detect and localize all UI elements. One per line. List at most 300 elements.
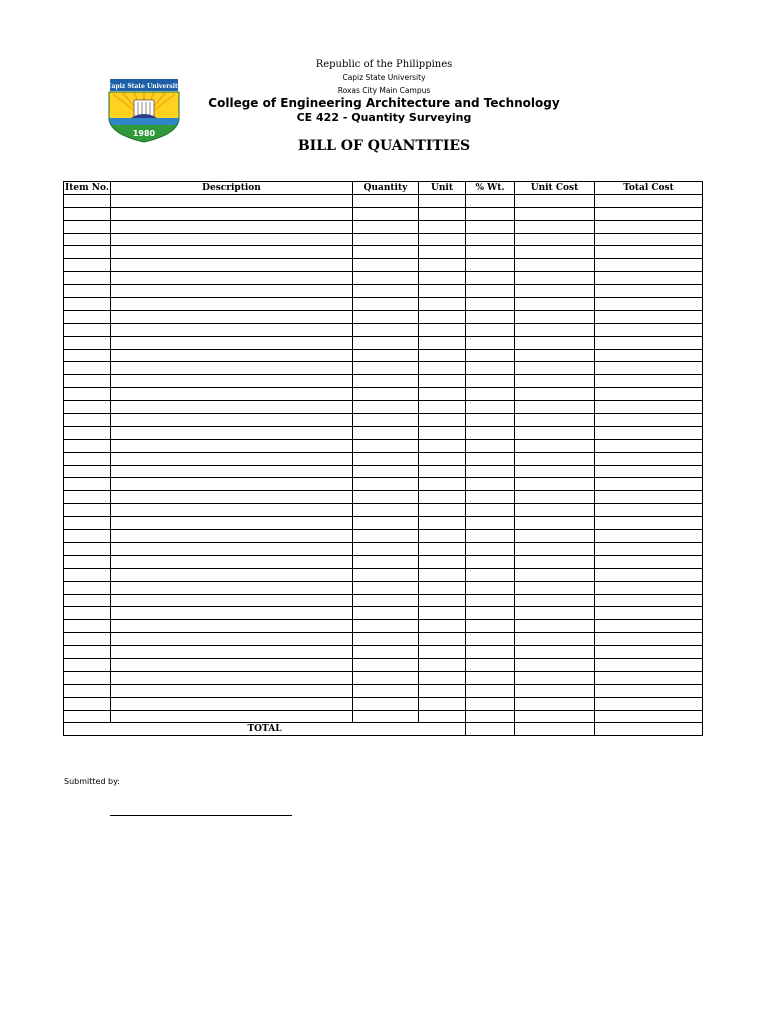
- unit-cost-cell[interactable]: [515, 620, 595, 633]
- quantity-cell[interactable]: [353, 517, 419, 530]
- item-no-cell[interactable]: [64, 465, 111, 478]
- quantity-cell[interactable]: [353, 658, 419, 671]
- quantity-cell[interactable]: [353, 336, 419, 349]
- item-no-cell[interactable]: [64, 439, 111, 452]
- unit-cell[interactable]: [419, 285, 466, 298]
- total-cost-cell[interactable]: [595, 491, 703, 504]
- item-no-cell[interactable]: [64, 555, 111, 568]
- total-cost-cell[interactable]: [595, 710, 703, 723]
- unit-cell[interactable]: [419, 207, 466, 220]
- quantity-cell[interactable]: [353, 555, 419, 568]
- description-cell[interactable]: [111, 439, 353, 452]
- description-cell[interactable]: [111, 517, 353, 530]
- unit-cost-cell[interactable]: [515, 671, 595, 684]
- item-no-cell[interactable]: [64, 414, 111, 427]
- total-cost-cell[interactable]: [595, 272, 703, 285]
- percent-wt-cell[interactable]: [466, 504, 515, 517]
- total-percent-wt-cell[interactable]: [466, 723, 515, 736]
- quantity-cell[interactable]: [353, 581, 419, 594]
- unit-cell[interactable]: [419, 710, 466, 723]
- item-no-cell[interactable]: [64, 684, 111, 697]
- description-cell[interactable]: [111, 207, 353, 220]
- quantity-cell[interactable]: [353, 491, 419, 504]
- item-no-cell[interactable]: [64, 491, 111, 504]
- unit-cost-cell[interactable]: [515, 658, 595, 671]
- description-cell[interactable]: [111, 633, 353, 646]
- percent-wt-cell[interactable]: [466, 401, 515, 414]
- unit-cost-cell[interactable]: [515, 555, 595, 568]
- percent-wt-cell[interactable]: [466, 491, 515, 504]
- description-cell[interactable]: [111, 272, 353, 285]
- total-cost-cell[interactable]: [595, 233, 703, 246]
- unit-cell[interactable]: [419, 633, 466, 646]
- percent-wt-cell[interactable]: [466, 298, 515, 311]
- percent-wt-cell[interactable]: [466, 388, 515, 401]
- unit-cell[interactable]: [419, 272, 466, 285]
- item-no-cell[interactable]: [64, 542, 111, 555]
- unit-cell[interactable]: [419, 581, 466, 594]
- item-no-cell[interactable]: [64, 336, 111, 349]
- total-cost-cell[interactable]: [595, 530, 703, 543]
- quantity-cell[interactable]: [353, 259, 419, 272]
- unit-cell[interactable]: [419, 491, 466, 504]
- description-cell[interactable]: [111, 478, 353, 491]
- description-cell[interactable]: [111, 349, 353, 362]
- description-cell[interactable]: [111, 697, 353, 710]
- item-no-cell[interactable]: [64, 710, 111, 723]
- percent-wt-cell[interactable]: [466, 658, 515, 671]
- description-cell[interactable]: [111, 452, 353, 465]
- unit-cell[interactable]: [419, 439, 466, 452]
- percent-wt-cell[interactable]: [466, 633, 515, 646]
- unit-cost-cell[interactable]: [515, 568, 595, 581]
- unit-cell[interactable]: [419, 246, 466, 259]
- total-cost-cell[interactable]: [595, 401, 703, 414]
- unit-cell[interactable]: [419, 594, 466, 607]
- quantity-cell[interactable]: [353, 233, 419, 246]
- item-no-cell[interactable]: [64, 594, 111, 607]
- total-cost-cell[interactable]: [595, 607, 703, 620]
- total-cost-cell[interactable]: [595, 207, 703, 220]
- table-row: [64, 504, 703, 517]
- unit-cell[interactable]: [419, 517, 466, 530]
- total-cost-cell[interactable]: [595, 362, 703, 375]
- quantity-cell[interactable]: [353, 633, 419, 646]
- quantity-cell[interactable]: [353, 362, 419, 375]
- item-no-cell[interactable]: [64, 452, 111, 465]
- unit-cost-cell[interactable]: [515, 594, 595, 607]
- unit-cost-cell[interactable]: [515, 310, 595, 323]
- percent-wt-cell[interactable]: [466, 414, 515, 427]
- quantity-cell[interactable]: [353, 452, 419, 465]
- description-cell[interactable]: [111, 581, 353, 594]
- total-cost-cell[interactable]: [595, 285, 703, 298]
- description-cell[interactable]: [111, 401, 353, 414]
- item-no-cell[interactable]: [64, 375, 111, 388]
- unit-cell[interactable]: [419, 336, 466, 349]
- unit-cell[interactable]: [419, 375, 466, 388]
- item-no-cell[interactable]: [64, 220, 111, 233]
- percent-wt-cell[interactable]: [466, 478, 515, 491]
- item-no-cell[interactable]: [64, 285, 111, 298]
- unit-cell[interactable]: [419, 697, 466, 710]
- table-row: [64, 594, 703, 607]
- unit-cell[interactable]: [419, 530, 466, 543]
- percent-wt-cell[interactable]: [466, 194, 515, 207]
- percent-wt-cell[interactable]: [466, 207, 515, 220]
- item-no-cell[interactable]: [64, 530, 111, 543]
- total-cost-cell[interactable]: [595, 542, 703, 555]
- description-cell[interactable]: [111, 285, 353, 298]
- unit-cost-cell[interactable]: [515, 478, 595, 491]
- total-unit-cost-cell[interactable]: [515, 723, 595, 736]
- quantity-cell[interactable]: [353, 426, 419, 439]
- item-no-cell[interactable]: [64, 310, 111, 323]
- quantity-cell[interactable]: [353, 594, 419, 607]
- percent-wt-cell[interactable]: [466, 568, 515, 581]
- total-cost-cell[interactable]: [595, 426, 703, 439]
- description-cell[interactable]: [111, 388, 353, 401]
- unit-cost-cell[interactable]: [515, 530, 595, 543]
- description-cell[interactable]: [111, 323, 353, 336]
- total-cost-cell[interactable]: [595, 323, 703, 336]
- percent-wt-cell[interactable]: [466, 272, 515, 285]
- percent-wt-cell[interactable]: [466, 542, 515, 555]
- unit-cost-cell[interactable]: [515, 349, 595, 362]
- quantity-cell[interactable]: [353, 439, 419, 452]
- unit-cost-cell[interactable]: [515, 581, 595, 594]
- item-no-cell[interactable]: [64, 504, 111, 517]
- table-row: [64, 439, 703, 452]
- total-cost-cell[interactable]: [595, 336, 703, 349]
- unit-cost-cell[interactable]: [515, 285, 595, 298]
- item-no-cell[interactable]: [64, 478, 111, 491]
- table-row: [64, 542, 703, 555]
- item-no-cell[interactable]: [64, 246, 111, 259]
- description-cell[interactable]: [111, 465, 353, 478]
- percent-wt-cell[interactable]: [466, 684, 515, 697]
- percent-wt-cell[interactable]: [466, 452, 515, 465]
- unit-cost-cell[interactable]: [515, 259, 595, 272]
- item-no-cell[interactable]: [64, 581, 111, 594]
- unit-cost-cell[interactable]: [515, 504, 595, 517]
- total-cost-cell[interactable]: [595, 220, 703, 233]
- percent-wt-cell[interactable]: [466, 426, 515, 439]
- percent-wt-cell[interactable]: [466, 310, 515, 323]
- quantity-cell[interactable]: [353, 246, 419, 259]
- item-no-cell[interactable]: [64, 633, 111, 646]
- description-cell[interactable]: [111, 310, 353, 323]
- description-cell[interactable]: [111, 491, 353, 504]
- item-no-cell[interactable]: [64, 568, 111, 581]
- unit-cost-cell[interactable]: [515, 465, 595, 478]
- unit-cost-cell[interactable]: [515, 646, 595, 659]
- total-cost-cell[interactable]: [595, 620, 703, 633]
- item-no-cell[interactable]: [64, 298, 111, 311]
- item-no-cell[interactable]: [64, 349, 111, 362]
- unit-cost-cell[interactable]: [515, 194, 595, 207]
- unit-cost-cell[interactable]: [515, 452, 595, 465]
- total-cost-cell[interactable]: [595, 194, 703, 207]
- quantity-cell[interactable]: [353, 710, 419, 723]
- unit-cell[interactable]: [419, 620, 466, 633]
- unit-cell[interactable]: [419, 658, 466, 671]
- quantity-cell[interactable]: [353, 697, 419, 710]
- total-cost-cell[interactable]: [595, 697, 703, 710]
- percent-wt-cell[interactable]: [466, 646, 515, 659]
- percent-wt-cell[interactable]: [466, 259, 515, 272]
- quantity-cell[interactable]: [353, 298, 419, 311]
- col-header-percent-wt: % Wt.: [466, 182, 515, 195]
- percent-wt-cell[interactable]: [466, 581, 515, 594]
- quantity-cell[interactable]: [353, 465, 419, 478]
- unit-cell[interactable]: [419, 568, 466, 581]
- percent-wt-cell[interactable]: [466, 336, 515, 349]
- quantity-cell[interactable]: [353, 285, 419, 298]
- description-cell[interactable]: [111, 426, 353, 439]
- unit-cell[interactable]: [419, 259, 466, 272]
- total-cost-cell[interactable]: [595, 723, 703, 736]
- unit-cell[interactable]: [419, 555, 466, 568]
- quantity-cell[interactable]: [353, 414, 419, 427]
- total-cost-cell[interactable]: [595, 658, 703, 671]
- total-cost-cell[interactable]: [595, 259, 703, 272]
- item-no-cell[interactable]: [64, 607, 111, 620]
- table-row: [64, 310, 703, 323]
- unit-cell[interactable]: [419, 671, 466, 684]
- item-no-cell[interactable]: [64, 362, 111, 375]
- description-cell[interactable]: [111, 684, 353, 697]
- quantity-cell[interactable]: [353, 272, 419, 285]
- percent-wt-cell[interactable]: [466, 620, 515, 633]
- unit-cell[interactable]: [419, 542, 466, 555]
- description-cell[interactable]: [111, 542, 353, 555]
- unit-cost-cell[interactable]: [515, 375, 595, 388]
- unit-cost-cell[interactable]: [515, 684, 595, 697]
- quantity-cell[interactable]: [353, 671, 419, 684]
- description-cell[interactable]: [111, 671, 353, 684]
- unit-cell[interactable]: [419, 684, 466, 697]
- item-no-cell[interactable]: [64, 207, 111, 220]
- total-cost-cell[interactable]: [595, 349, 703, 362]
- percent-wt-cell[interactable]: [466, 246, 515, 259]
- description-cell[interactable]: [111, 710, 353, 723]
- item-no-cell[interactable]: [64, 658, 111, 671]
- description-cell[interactable]: [111, 555, 353, 568]
- quantity-cell[interactable]: [353, 607, 419, 620]
- total-cost-cell[interactable]: [595, 439, 703, 452]
- description-cell[interactable]: [111, 504, 353, 517]
- item-no-cell[interactable]: [64, 426, 111, 439]
- item-no-cell[interactable]: [64, 646, 111, 659]
- quantity-cell[interactable]: [353, 542, 419, 555]
- unit-cell[interactable]: [419, 388, 466, 401]
- col-header-unit-cost: Unit Cost: [515, 182, 595, 195]
- description-cell[interactable]: [111, 607, 353, 620]
- unit-cost-cell[interactable]: [515, 388, 595, 401]
- item-no-cell[interactable]: [64, 259, 111, 272]
- description-cell[interactable]: [111, 620, 353, 633]
- description-cell[interactable]: [111, 336, 353, 349]
- description-cell[interactable]: [111, 362, 353, 375]
- description-cell[interactable]: [111, 646, 353, 659]
- total-cost-cell[interactable]: [595, 517, 703, 530]
- description-cell[interactable]: [111, 375, 353, 388]
- quantity-cell[interactable]: [353, 323, 419, 336]
- unit-cost-cell[interactable]: [515, 710, 595, 723]
- quantity-cell[interactable]: [353, 220, 419, 233]
- item-no-cell[interactable]: [64, 323, 111, 336]
- description-cell[interactable]: [111, 194, 353, 207]
- unit-cost-cell[interactable]: [515, 207, 595, 220]
- percent-wt-cell[interactable]: [466, 710, 515, 723]
- percent-wt-cell[interactable]: [466, 530, 515, 543]
- percent-wt-cell[interactable]: [466, 465, 515, 478]
- total-cost-cell[interactable]: [595, 684, 703, 697]
- percent-wt-cell[interactable]: [466, 607, 515, 620]
- percent-wt-cell[interactable]: [466, 362, 515, 375]
- percent-wt-cell[interactable]: [466, 594, 515, 607]
- unit-cell[interactable]: [419, 310, 466, 323]
- unit-cost-cell[interactable]: [515, 272, 595, 285]
- item-no-cell[interactable]: [64, 233, 111, 246]
- unit-cell[interactable]: [419, 220, 466, 233]
- quantity-cell[interactable]: [353, 478, 419, 491]
- unit-cost-cell[interactable]: [515, 246, 595, 259]
- total-cost-cell[interactable]: [595, 298, 703, 311]
- quantity-cell[interactable]: [353, 401, 419, 414]
- total-cost-cell[interactable]: [595, 594, 703, 607]
- unit-cost-cell[interactable]: [515, 517, 595, 530]
- total-cost-cell[interactable]: [595, 504, 703, 517]
- unit-cost-cell[interactable]: [515, 426, 595, 439]
- unit-cell[interactable]: [419, 349, 466, 362]
- unit-cell[interactable]: [419, 607, 466, 620]
- unit-cost-cell[interactable]: [515, 633, 595, 646]
- unit-cost-cell[interactable]: [515, 542, 595, 555]
- item-no-cell[interactable]: [64, 671, 111, 684]
- percent-wt-cell[interactable]: [466, 517, 515, 530]
- unit-cell[interactable]: [419, 323, 466, 336]
- unit-cell[interactable]: [419, 362, 466, 375]
- total-cost-cell[interactable]: [595, 465, 703, 478]
- item-no-cell[interactable]: [64, 401, 111, 414]
- percent-wt-cell[interactable]: [466, 285, 515, 298]
- percent-wt-cell[interactable]: [466, 375, 515, 388]
- description-cell[interactable]: [111, 530, 353, 543]
- unit-cell[interactable]: [419, 401, 466, 414]
- unit-cost-cell[interactable]: [515, 220, 595, 233]
- percent-wt-cell[interactable]: [466, 323, 515, 336]
- percent-wt-cell[interactable]: [466, 697, 515, 710]
- percent-wt-cell[interactable]: [466, 220, 515, 233]
- percent-wt-cell[interactable]: [466, 555, 515, 568]
- unit-cell[interactable]: [419, 298, 466, 311]
- item-no-cell[interactable]: [64, 272, 111, 285]
- unit-cost-cell[interactable]: [515, 414, 595, 427]
- total-cost-cell[interactable]: [595, 310, 703, 323]
- unit-cost-cell[interactable]: [515, 323, 595, 336]
- total-cost-cell[interactable]: [595, 414, 703, 427]
- quantity-cell[interactable]: [353, 504, 419, 517]
- quantity-cell[interactable]: [353, 568, 419, 581]
- total-cost-cell[interactable]: [595, 581, 703, 594]
- quantity-cell[interactable]: [353, 684, 419, 697]
- unit-cost-cell[interactable]: [515, 362, 595, 375]
- unit-cell[interactable]: [419, 478, 466, 491]
- unit-cost-cell[interactable]: [515, 336, 595, 349]
- unit-cost-cell[interactable]: [515, 439, 595, 452]
- quantity-cell[interactable]: [353, 375, 419, 388]
- total-cost-cell[interactable]: [595, 646, 703, 659]
- percent-wt-cell[interactable]: [466, 439, 515, 452]
- item-no-cell[interactable]: [64, 517, 111, 530]
- unit-cost-cell[interactable]: [515, 607, 595, 620]
- unit-cell[interactable]: [419, 194, 466, 207]
- quantity-cell[interactable]: [353, 207, 419, 220]
- table-row: [64, 272, 703, 285]
- description-cell[interactable]: [111, 220, 353, 233]
- total-cost-cell[interactable]: [595, 671, 703, 684]
- percent-wt-cell[interactable]: [466, 671, 515, 684]
- total-cost-cell[interactable]: [595, 555, 703, 568]
- unit-cell[interactable]: [419, 504, 466, 517]
- quantity-cell[interactable]: [353, 620, 419, 633]
- total-cost-cell[interactable]: [595, 478, 703, 491]
- total-cost-cell[interactable]: [595, 246, 703, 259]
- quantity-cell[interactable]: [353, 310, 419, 323]
- description-cell[interactable]: [111, 246, 353, 259]
- item-no-cell[interactable]: [64, 388, 111, 401]
- percent-wt-cell[interactable]: [466, 349, 515, 362]
- unit-cell[interactable]: [419, 646, 466, 659]
- total-cost-cell[interactable]: [595, 568, 703, 581]
- description-cell[interactable]: [111, 594, 353, 607]
- quantity-cell[interactable]: [353, 388, 419, 401]
- item-no-cell[interactable]: [64, 620, 111, 633]
- table-row: [64, 246, 703, 259]
- unit-cost-cell[interactable]: [515, 697, 595, 710]
- total-cost-cell[interactable]: [595, 375, 703, 388]
- percent-wt-cell[interactable]: [466, 233, 515, 246]
- description-cell[interactable]: [111, 414, 353, 427]
- total-cost-cell[interactable]: [595, 633, 703, 646]
- item-no-cell[interactable]: [64, 194, 111, 207]
- description-cell[interactable]: [111, 233, 353, 246]
- unit-cell[interactable]: [419, 414, 466, 427]
- quantity-cell[interactable]: [353, 349, 419, 362]
- total-cost-cell[interactable]: [595, 452, 703, 465]
- unit-cell[interactable]: [419, 465, 466, 478]
- unit-cell[interactable]: [419, 426, 466, 439]
- total-cost-cell[interactable]: [595, 388, 703, 401]
- unit-cost-cell[interactable]: [515, 491, 595, 504]
- quantity-cell[interactable]: [353, 646, 419, 659]
- unit-cell[interactable]: [419, 233, 466, 246]
- unit-cost-cell[interactable]: [515, 298, 595, 311]
- description-cell[interactable]: [111, 298, 353, 311]
- unit-cost-cell[interactable]: [515, 233, 595, 246]
- item-no-cell[interactable]: [64, 697, 111, 710]
- description-cell[interactable]: [111, 658, 353, 671]
- description-cell[interactable]: [111, 259, 353, 272]
- quantity-cell[interactable]: [353, 530, 419, 543]
- col-header-quantity: Quantity: [353, 182, 419, 195]
- unit-cost-cell[interactable]: [515, 401, 595, 414]
- unit-cell[interactable]: [419, 452, 466, 465]
- quantity-cell[interactable]: [353, 194, 419, 207]
- description-cell[interactable]: [111, 568, 353, 581]
